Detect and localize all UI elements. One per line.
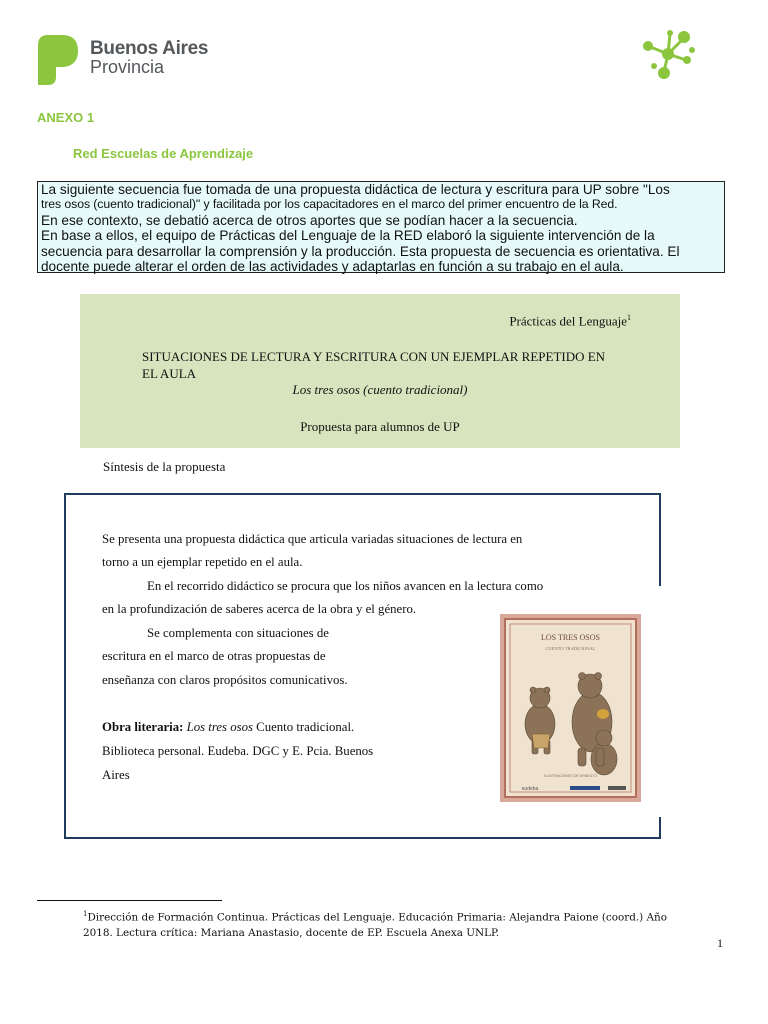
cover-bottom-text: ILUSTRACIONES DE ERNESTO xyxy=(543,774,598,778)
sequence-title-line2: EL AULA xyxy=(142,366,197,381)
literary-work-line xyxy=(102,716,354,740)
frame-edge xyxy=(659,493,661,586)
intro-box xyxy=(37,181,725,273)
footnote-line1 xyxy=(83,906,683,925)
literary-work-line: Biblioteca personal. Eudeba. DGC y E. Pcia. Buenos xyxy=(102,744,374,758)
intro-line: secuencia para desarrollar la comprensión y la producción. Esta propuesta de secuencia es orientativa. El xyxy=(41,243,680,259)
network-icon xyxy=(640,28,698,82)
synthesis-line: En el recorrido didáctico se procura que los niños avancen en la lectura como xyxy=(147,579,544,593)
synthesis-line: Se complementa con situaciones de xyxy=(147,626,329,640)
subject-text: Prácticas del Lenguaje xyxy=(509,313,627,329)
cover-subtitle: CUENTO TRADICIONAL xyxy=(545,646,596,651)
brand-wordmark xyxy=(90,40,208,76)
sequence-title xyxy=(142,348,622,382)
audience-label: Propuesta para alumnos de UP xyxy=(300,419,460,434)
cover-title: LOS TRES OSOS xyxy=(541,633,600,642)
program-heading: Red Escuelas de Aprendizaje xyxy=(73,146,254,161)
footnote-line2: 2018. Lectura crítica: Mariana Anastasio, docente de EP. Escuela Anexa UNLP. xyxy=(83,927,500,940)
page-number: 1 xyxy=(717,936,723,950)
literary-work-title: Los tres osos xyxy=(186,720,253,734)
intro-line: En ese contexto, se debatió acerca de otros aportes que se podían hacer a la secuencia. xyxy=(41,212,578,228)
footnote-separator xyxy=(37,900,222,901)
book-cover-image xyxy=(500,614,641,802)
footnote-number: 1 xyxy=(83,910,88,918)
title-box xyxy=(80,294,680,448)
synthesis-heading: Síntesis de la propuesta xyxy=(103,459,226,474)
cover-publisher: eudeba xyxy=(521,786,539,792)
synthesis-line: Se presenta una propuesta didáctica que articula variadas situaciones de lectura en xyxy=(102,532,523,546)
brand-line1: Buenos Aires xyxy=(90,38,209,59)
brand-line2: Provincia xyxy=(90,57,165,77)
intro-line: tres osos (cuento tradicional)" y facilitada por los capacitadores en el marco del primer encuentro de la Red. xyxy=(41,197,618,212)
intro-line: En base a ellos, el equipo de Prácticas del Lenguaje de la RED elaboró la siguiente intervención de la xyxy=(41,228,655,244)
synthesis-line: escritura en el marco de otras propuestas de xyxy=(102,649,326,663)
footnote xyxy=(83,906,683,941)
intro-line: La siguiente secuencia fue tomada de una propuesta didáctica de lectura y escritura para UP sobre "Los xyxy=(41,182,670,197)
sequence-title-line1: SITUACIONES DE LECTURA Y ESCRITURA CON UN EJEMPLAR REPETIDO EN xyxy=(142,349,606,364)
buenos-aires-provincia-logo xyxy=(36,33,80,87)
footnote-ref: 1 xyxy=(627,313,631,322)
literary-work-genre: Cuento tradicional. xyxy=(256,720,355,734)
work-title: Los tres osos (cuento tradicional) xyxy=(292,382,468,397)
annex-label: ANEXO 1 xyxy=(37,110,95,125)
literary-work-line: Aires xyxy=(102,768,130,782)
frame-edge xyxy=(659,817,661,839)
literary-work-label: Obra literaria: xyxy=(102,720,184,734)
subject-label xyxy=(509,313,631,329)
footnote-text1: Dirección de Formación Continua. Prácticas del Lenguaje. Educación Primaria: Alejandra Paione (coord.) Año xyxy=(87,911,667,924)
synthesis-line: enseñanza con claros propósitos comunicativos. xyxy=(102,673,348,687)
intro-line: docente puede alterar el orden de las actividades y adaptarlas en función a su trabajo en el aula. xyxy=(41,259,624,275)
synthesis-line: torno a un ejemplar repetido en el aula. xyxy=(102,555,303,569)
synthesis-line: en la profundización de saberes acerca de la obra y el género. xyxy=(102,602,417,616)
